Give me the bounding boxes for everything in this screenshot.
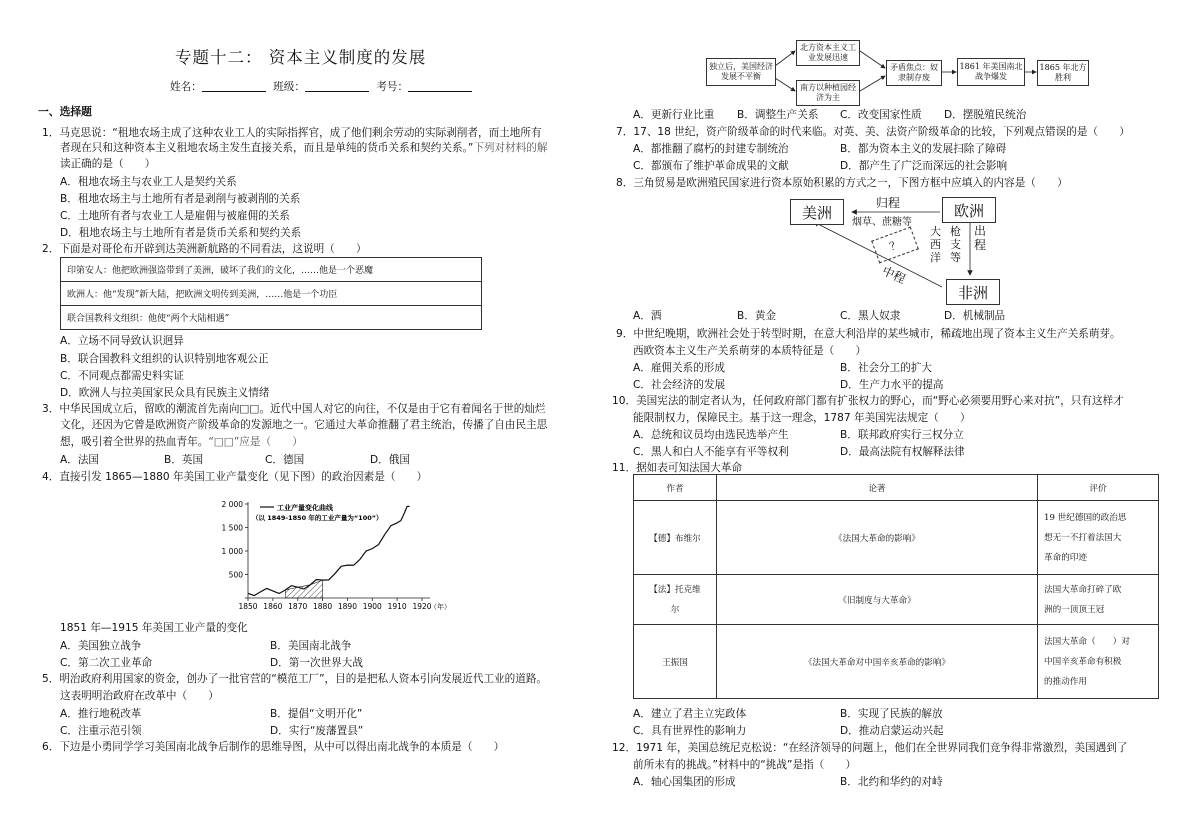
q6-option-c[interactable]: C．改变国家性质 — [840, 109, 922, 121]
q12-line2: 前所未有的挑战。”材料中的“挑战”是指（ ） — [633, 759, 857, 771]
flow-box-war: 1861 年美国南北战争爆发 — [957, 58, 1025, 86]
x-tick-label: 1890 — [337, 602, 357, 611]
x-tick-label: 1920 — [412, 602, 432, 611]
cell-author — [634, 575, 717, 625]
q10-line1: 10．美国宪法的制定者认为，任何政府部门都有扩张权力的野心，而“野心必须要用野心来对抗”，只有这样才 — [612, 395, 1124, 407]
cell-author: 【德】布维尔 — [634, 501, 717, 575]
label-middle-passage: 中程 — [879, 263, 908, 287]
q2-option-a[interactable]: A．立场不同导致认识迥异 — [60, 335, 184, 347]
label-goods-outbound: 枪支等 — [950, 225, 961, 264]
q6-option-a[interactable]: A．更新行业比重 — [633, 109, 715, 121]
q10-option-c[interactable]: C．黑人和白人不能享有平等权利 — [633, 446, 789, 458]
q12-line1: 12．1971 年，美国总统尼克松说：“在经济领导的问题上，他们在全世界同我们竞争得非常激烈，美国遇到了 — [612, 742, 1128, 754]
q3-option-b[interactable]: B．英国 — [164, 454, 204, 466]
q10-option-a[interactable]: A．总统和议员均由选民选举产生 — [633, 429, 789, 441]
q3-option-d[interactable]: D．俄国 — [370, 454, 410, 466]
eval-line: 洲的一顶顶王冠 — [1044, 604, 1105, 615]
q3-option-c[interactable]: C．德国 — [265, 454, 305, 466]
y-tick-label: 1 000 — [221, 547, 243, 556]
section-heading: 一、选择题 — [38, 105, 92, 118]
q8-option-a[interactable]: A．酒 — [633, 310, 662, 322]
q3-option-a[interactable]: A．法国 — [60, 454, 100, 466]
industrial-output-chart — [216, 498, 451, 614]
cell-eval — [1038, 575, 1159, 625]
q4-option-c[interactable]: C．第二次工业革命 — [60, 657, 153, 669]
q6-stem: 6．下边是小勇同学学习美国南北战争后制作的思维导图，从中可以得出南北战争的本质是（ ） — [42, 741, 505, 753]
cell-eval — [1038, 625, 1159, 699]
q9-option-a[interactable]: A．雇佣关系的形成 — [633, 362, 725, 374]
q1-line1: 1．马克思说：“租地农场主成了这种农业工人的实际指挥官，成了他们剩余劳动的实际剥削者，而土地所有 — [42, 127, 542, 139]
y-tick-label: 2 000 — [221, 500, 243, 509]
eval-line: 19 世纪德国的政治思 — [1044, 512, 1127, 523]
q4-option-b[interactable]: B．美国南北战争 — [270, 640, 352, 652]
table-row — [634, 625, 1159, 699]
q8-stem: 8．三角贸易是欧洲殖民国家进行资本原始积累的方式之一，下图方框中应填入的内容是（ ） — [616, 177, 1068, 189]
name-blank[interactable] — [202, 80, 266, 92]
q7-option-d[interactable]: D．都产生了广泛而深远的社会影响 — [840, 160, 1008, 172]
page-title: 专题十二： 资本主义制度的发展 — [175, 48, 427, 67]
eval-line: 法国大革命（ ）对 — [1044, 636, 1130, 647]
y-tick-label: 1 500 — [221, 523, 243, 533]
q6-option-b[interactable]: B．调整生产关系 — [737, 109, 819, 121]
label-atlantic: 大西洋 — [930, 225, 941, 264]
q8-option-c[interactable]: C．黑人奴隶 — [840, 310, 901, 322]
label-return-leg: 归程 — [876, 196, 901, 210]
q2-option-b[interactable]: B．联合国教科文组织的认识特别地客观公正 — [60, 353, 269, 365]
q3-line3-tail: “□□”应是（ ） — [208, 436, 303, 448]
q4-option-a[interactable]: A．美国独立战争 — [60, 640, 142, 652]
x-tick-label: 1860 — [263, 602, 283, 611]
q11-option-d[interactable]: D．推动启蒙运动兴起 — [840, 725, 944, 737]
table-row — [634, 575, 1159, 625]
table-row — [634, 501, 1159, 575]
label-goods-return: 烟草、蔗糖等 — [852, 217, 912, 228]
q4-option-d[interactable]: D．第一次世界大战 — [270, 657, 363, 669]
q4-stem: 4．直接引发 1865—1880 年美国工业产量变化（见下图）的政治因素是（ ） — [42, 471, 428, 483]
x-tick-label: 1870 — [288, 602, 308, 611]
flow-box-north: 北方资本主义工业发展迅速 — [796, 40, 860, 66]
class-label: 班级： — [273, 81, 305, 93]
cell-author: 王振国 — [634, 625, 717, 699]
q5-option-c[interactable]: C．注重示范引领 — [60, 725, 142, 737]
q11-table — [633, 474, 1159, 699]
x-tick-label: 1900 — [362, 602, 382, 611]
q5-line2: 这表明明治政府在改革中（ ） — [60, 690, 219, 702]
q10-option-d[interactable]: D．最高法院有权解释法律 — [840, 446, 965, 458]
student-info-fields — [170, 79, 476, 94]
q7-stem: 7．17、18 世纪，资产阶级革命的时代来临。对英、美、法资产阶级革命的比较，下列观点错误的是（ ） — [616, 126, 1130, 138]
author-line: 尔 — [670, 604, 680, 615]
x-axis-unit: （年） — [430, 603, 451, 611]
name-label: 姓名： — [170, 81, 202, 93]
flow-box-imbalance: 独立后，美国经济发展不平衡 — [706, 58, 776, 86]
q9-line1: 9．中世纪晚期，欧洲社会处于转型时期，在意大利沿岸的某些城市，稀疏地出现了资本主义生产关系萌芽。 — [616, 328, 1121, 340]
q9-option-b[interactable]: B．社会分工的扩大 — [840, 362, 933, 374]
eval-line: 中国辛亥革命有积极 — [1044, 656, 1122, 667]
q2-option-d[interactable]: D．欧洲人与拉美国家民众具有民族主义情绪 — [60, 387, 270, 399]
q9-option-c[interactable]: C．社会经济的发展 — [633, 379, 726, 391]
x-tick-label: 1850 — [238, 602, 258, 611]
q10-option-b[interactable]: B．联邦政府实行三权分立 — [840, 429, 964, 441]
chart-title: 工业产量变化曲线 — [277, 504, 333, 512]
cell-eval — [1038, 501, 1159, 575]
q2-stem: 2．下面是对哥伦布开辟到达美洲新航路的不同看法，这说明（ ） — [42, 243, 367, 255]
q1-option-a[interactable]: A．租地农场主与农业工人是契约关系 — [60, 176, 237, 188]
x-tick-label: 1910 — [387, 602, 407, 611]
q5-option-a[interactable]: A．推行地税改革 — [60, 708, 142, 720]
q11-stem: 11．据如表可知法国大革命 — [612, 462, 743, 474]
q2-quote-table — [60, 257, 482, 330]
flow-box-victory: 1865 年北方胜利 — [1037, 60, 1089, 86]
q8-option-b[interactable]: B．黄金 — [737, 310, 777, 322]
q3-line1: 3．中华民国成立后，留欧的潮流首先南向□□。近代中国人对它的向往，不仅是由于它有着闻名于世的灿烂 — [42, 403, 546, 415]
q12-option-b[interactable]: B．北约和华约的对峙 — [840, 776, 943, 788]
label-outbound: 出程 — [974, 224, 987, 252]
q5-option-d[interactable]: D．实行“废藩置县” — [270, 725, 364, 737]
q12-option-a[interactable]: A．轴心国集团的形成 — [633, 776, 736, 788]
q5-line1: 5．明治政府利用国家的资金，创办了一批官营的“模范工厂”，目的是把私人资本引向发展近代工业的道路。 — [42, 673, 548, 685]
q11-option-a[interactable]: A．建立了君主立宪政体 — [633, 708, 747, 720]
q2-quote-row: 欧洲人：他“发现”新大陆，把欧洲文明传到美洲，……他是一个功臣 — [61, 282, 482, 306]
q1-line2 — [60, 141, 548, 155]
flow-box-slavery: 矛盾焦点：奴隶制存废 — [886, 60, 942, 86]
q7-option-b[interactable]: B．都为资本主义的发展扫除了障碍 — [840, 143, 1007, 155]
cell-work: 《旧制度与大革命》 — [717, 575, 1038, 625]
q9-option-d[interactable]: D．生产力水平的提高 — [840, 379, 944, 391]
q1-line3: 读正确的是（ ） — [60, 158, 156, 170]
col-header-author: 作者 — [634, 475, 717, 501]
q11-option-b[interactable]: B．实现了民族的解放 — [840, 708, 943, 720]
box-africa: 非洲 — [946, 279, 1000, 305]
q1-quote-tail: 下列对材料的解 — [473, 142, 548, 154]
q1-option-b[interactable]: B．租地农场主与土地所有者是剥削与被剥削的关系 — [60, 193, 301, 205]
q4-caption: 1851 年—1915 年美国工业产量的变化 — [60, 622, 248, 634]
author-line: 【法】托克维 — [649, 584, 701, 595]
q3-line2: 文化，还因为它曾是欧洲资产阶级革命的发源地之一。它通过大革命推翻了君主统治，传播了自由民主思 — [60, 419, 548, 431]
chart-subtitle: （以 1849-1850 年的工业产量为“100”） — [252, 514, 383, 522]
q2-quote-row: 印第安人：他把欧洲强盗带到了美洲，破坏了我们的文化，……他是一个恶魔 — [61, 258, 482, 282]
eval-line: 革命的印迹 — [1044, 552, 1087, 563]
q10-line2: 能限制权力，保障民主。基于这一理念，1787 年美国宪法规定（ ） — [633, 412, 971, 424]
eval-line: 想无一不打着法国大 — [1044, 532, 1122, 543]
q2-option-c[interactable]: C．不同观点都需史料实证 — [60, 370, 184, 382]
q1-option-c[interactable]: C．土地所有者与农业工人是雇佣与被雇佣的关系 — [60, 210, 290, 222]
q9-line2: 西欧资本主义生产关系萌芽的本质特征是（ ） — [633, 345, 867, 357]
eval-line: 法国大革命打碎了欧 — [1044, 584, 1122, 595]
col-header-eval: 评价 — [1038, 475, 1159, 501]
q3-line3 — [60, 435, 303, 449]
exam-no-blank[interactable] — [408, 80, 472, 92]
q6-option-d[interactable]: D．摆脱殖民统治 — [944, 109, 1027, 121]
q3-line3-text: 想，吸引着全世界的热血青年。 — [60, 436, 209, 448]
exam-no-label: 考号： — [376, 81, 409, 93]
flow-box-south: 南方以种植园经济为主 — [796, 80, 860, 106]
q8-option-d[interactable]: D．机械制品 — [944, 310, 1006, 322]
q2-quote-row: 联合国教科文组织：他使“两个大陆相遇” — [61, 306, 482, 330]
col-header-work: 论著 — [717, 475, 1038, 501]
q5-option-b[interactable]: B．提倡“文明开化” — [270, 708, 363, 720]
cell-work: 《法国大革命对中国辛亥革命的影响》 — [717, 625, 1038, 699]
q7-option-c[interactable]: C．都颁布了维护革命成果的文献 — [633, 160, 789, 172]
x-tick-label: 1880 — [313, 602, 333, 611]
q11-option-c[interactable]: C．具有世界性的影响力 — [633, 725, 747, 737]
class-blank[interactable] — [305, 80, 369, 92]
box-europe: 欧洲 — [942, 197, 996, 223]
box-america: 美洲 — [790, 199, 844, 225]
q1-option-d[interactable]: D．租地农场主与土地所有者是货币关系和契约关系 — [60, 227, 302, 239]
eval-line: 的推动作用 — [1044, 676, 1087, 687]
cell-work: 《法国大革命的影响》 — [717, 501, 1038, 575]
q7-option-a[interactable]: A．都推翻了腐朽的封建专制统治 — [633, 143, 789, 155]
unknown-box[interactable]: ？ — [871, 227, 919, 264]
q1-quote: 者现在只和这种资本主义租地农场主发生直接关系，而且是单纯的货币关系和契约关系。” — [60, 142, 474, 154]
y-tick-label: 500 — [228, 570, 243, 580]
